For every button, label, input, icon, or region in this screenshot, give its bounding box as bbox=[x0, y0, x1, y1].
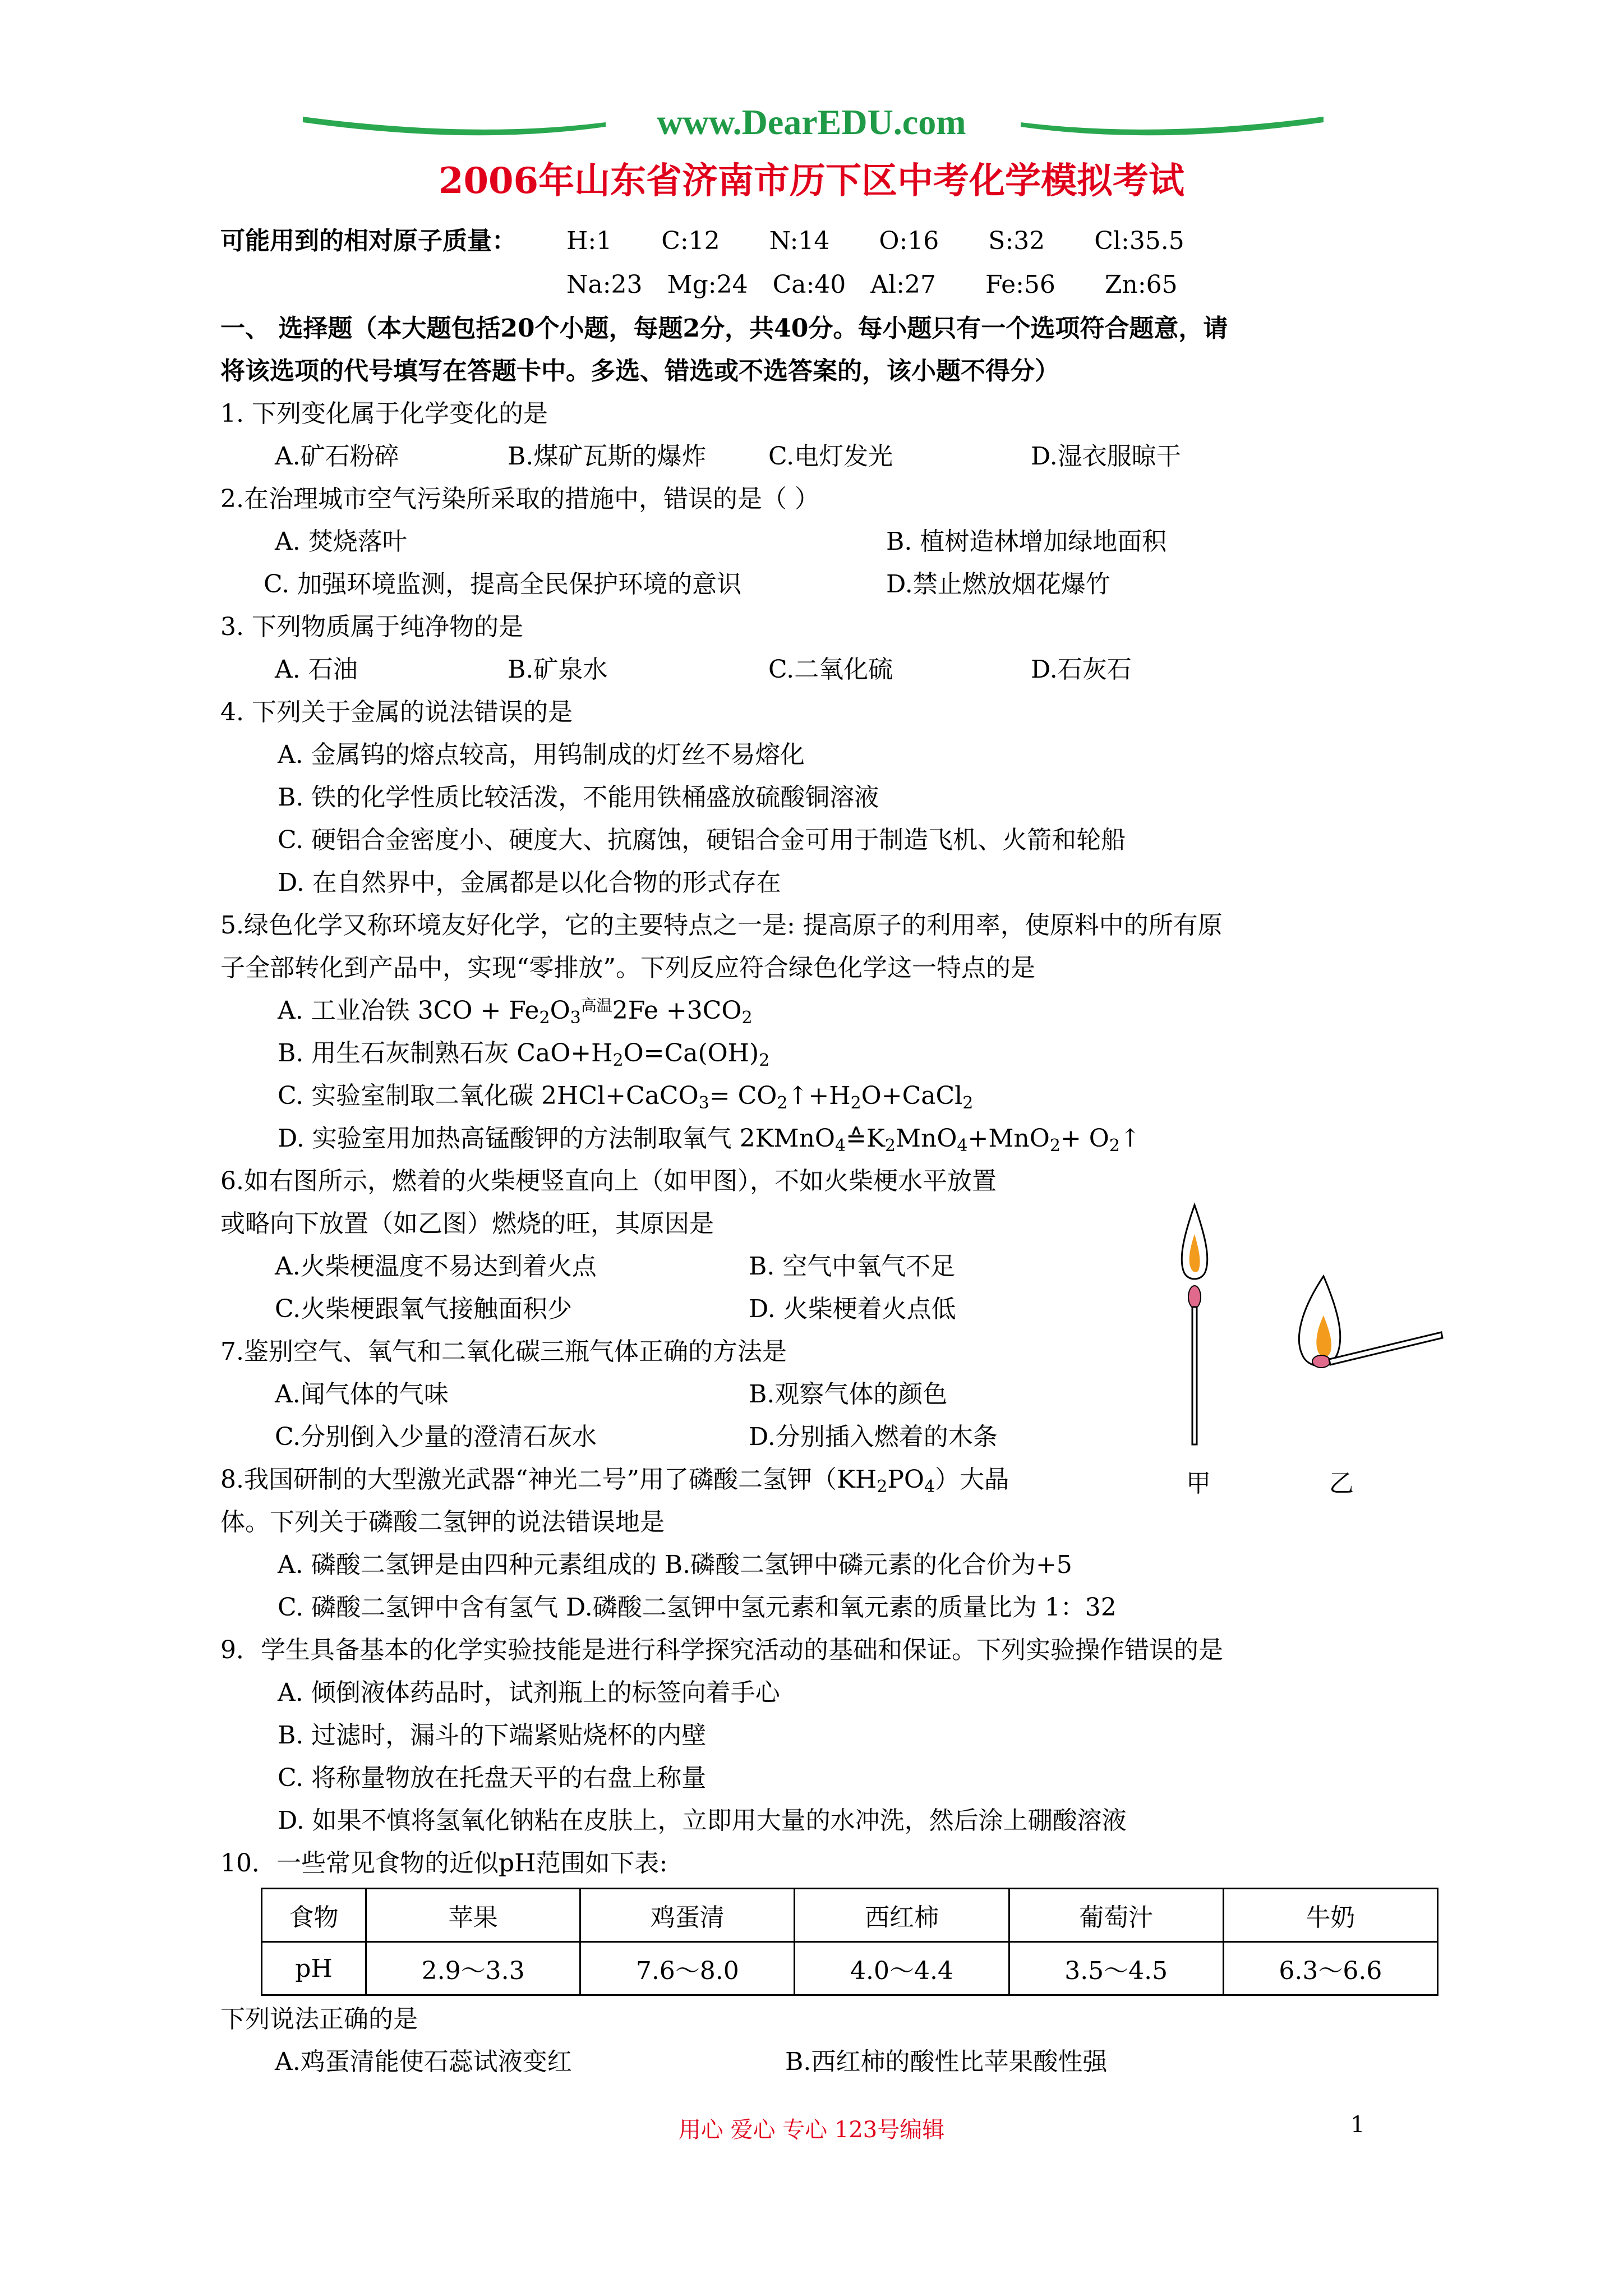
atomic-masses-row1: H:1 C:12 N:14 O:16 S:32 Cl:35.5 bbox=[566, 227, 1184, 255]
figure-caption-yi: 乙 bbox=[1329, 1469, 1354, 1498]
site-banner-text: www.DearEDU.com bbox=[657, 102, 966, 142]
q5-option-d: D. 实验室用加热高锰酸钾的方法制取氧气 $2KMnO_4≙K_2MnO_4+MnO_2+$ $O_2↑$ bbox=[278, 1124, 1141, 1156]
q2-option-b: B. 植树造林增加绿地面积 bbox=[886, 527, 1167, 556]
atomic-masses-label: 可能用到的相对原子质量： bbox=[220, 227, 517, 255]
q3-option-a: A. 石油 bbox=[275, 655, 358, 684]
q5-option-b: B. 用生石灰制熟石灰 $CaO+H_2O=Ca(OH)_2$ bbox=[278, 1039, 770, 1070]
atomic-masses-row2: Na:23 Mg:24 Ca:40 Al:27 Fe:56 Zn:65 bbox=[566, 270, 1178, 299]
q6-option-a: A.火柴梗温度不易达到着火点 bbox=[275, 1252, 597, 1281]
q9-option-a: A. 倾倒液体药品时，试剂瓶上的标签向着手心 bbox=[278, 1678, 780, 1707]
q10-option-a: A.鸡蛋清能使石蕊试液变红 bbox=[275, 2047, 572, 2076]
q1-option-b: B.煤矿瓦斯的爆炸 bbox=[508, 442, 707, 471]
q4-option-a: A. 金属钨的熔点较高，用钨制成的灯丝不易熔化 bbox=[278, 740, 805, 769]
q4-option-d: D. 在自然界中，金属都是以化合物的形式存在 bbox=[278, 868, 781, 897]
q8-options-cd: C. 磷酸二氢钾中含有氢气 D.磷酸二氢钾中氢元素和氧元素的质量比为 1：32 bbox=[278, 1593, 1117, 1622]
table-cell: 西红柿 bbox=[795, 1889, 1009, 1942]
q5-option-a: A. 工业冶铁 $3CO + Fe_2O_3^{高温}2Fe +3CO_2$ bbox=[278, 996, 753, 1028]
q5-stem-line1: 5.绿色化学又称环境友好化学，它的主要特点之一是: 提高原子的利用率，使原料中的所有原 bbox=[220, 911, 1223, 940]
q5-option-c: C. 实验室制取二氧化碳 2HCl+CaCO$_3$= $CO_2↑+H_2O+CaCl_2$ bbox=[278, 1082, 974, 1113]
q2-option-c: C. 加强环境监测，提高全民保护环境的意识 bbox=[264, 570, 742, 599]
page-footer: 用心 爱心 专心 123号编辑 bbox=[678, 2117, 945, 2143]
q6-option-c: C.火柴梗跟氧气接触面积少 bbox=[275, 1295, 573, 1323]
table-cell: 葡萄汁 bbox=[1009, 1889, 1223, 1942]
ph-table-value-row bbox=[262, 1942, 1438, 1995]
q3-option-d: D.石灰石 bbox=[1031, 655, 1132, 684]
q2-stem: 2.在治理城市空气污染所采取的措施中，错误的是（ ） bbox=[220, 485, 819, 513]
q7-option-b: B.观察气体的颜色 bbox=[749, 1380, 948, 1409]
q9-stem: 9．学生具备基本的化学实验技能是进行科学探究活动的基础和保证。下列实验操作错误的是 bbox=[220, 1636, 1223, 1664]
q4-option-b: B. 铁的化学性质比较活泼，不能用铁桶盛放硫酸铜溶液 bbox=[278, 783, 879, 812]
q8-options-ab: A. 磷酸二氢钾是由四种元素组成的 B.磷酸二氢钾中磷元素的化合价为+5 bbox=[278, 1550, 1072, 1579]
q4-stem: 4. 下列关于金属的说法错误的是 bbox=[220, 698, 573, 726]
q10-after-table: 下列说法正确的是 bbox=[220, 2005, 418, 2033]
match-horizontal-figure bbox=[1290, 1271, 1447, 1400]
table-cell: 3.5～4.5 bbox=[1009, 1942, 1223, 1995]
q10-stem: 10．一些常见食物的近似pH范围如下表: bbox=[220, 1849, 668, 1878]
q9-option-c: C. 将称量物放在托盘天平的右盘上称量 bbox=[278, 1764, 707, 1792]
table-cell: 食物 bbox=[262, 1889, 366, 1942]
q6-stem-line1: 6.如右图所示，燃着的火柴梗竖直向上（如甲图），不如火柴梗水平放置 bbox=[220, 1167, 997, 1195]
figure-caption-jia: 甲 bbox=[1186, 1469, 1211, 1498]
ph-table bbox=[261, 1888, 1438, 1996]
ph-table-header-row bbox=[262, 1889, 1438, 1942]
q2-option-a: A. 焚烧落叶 bbox=[275, 527, 407, 556]
q6-stem-line2: 或略向下放置（如乙图）燃烧的旺，其原因是 bbox=[220, 1209, 714, 1238]
q8-stem-line2: 体。下列关于磷酸二氢钾的说法错误地是 bbox=[220, 1508, 665, 1536]
q7-option-d: D.分别插入燃着的木条 bbox=[749, 1423, 998, 1451]
q9-option-d: D. 如果不慎将氢氧化钠粘在皮肤上，立即用大量的水冲洗，然后涂上硼酸溶液 bbox=[278, 1806, 1127, 1835]
q4-option-c: C. 硬铝合金密度小、硬度大、抗腐蚀，硬铝合金可用于制造飞机、火箭和轮船 bbox=[278, 826, 1126, 854]
q10-option-b: B.西红柿的酸性比苹果酸性强 bbox=[785, 2047, 1108, 2076]
table-cell: 鸡蛋清 bbox=[580, 1889, 795, 1942]
page-number: 1 bbox=[1350, 2112, 1365, 2138]
table-cell: 牛奶 bbox=[1223, 1889, 1437, 1942]
q1-option-a: A.矿石粉碎 bbox=[275, 442, 399, 471]
section-heading-line2: 将该选项的代号填写在答题卡中。多选、错选或不选答案的，该小题不得分） bbox=[220, 357, 1059, 385]
exam-title: 2006年山东省济南市历下区中考化学模拟考试 bbox=[438, 160, 1185, 202]
q3-stem: 3. 下列物质属于纯净物的是 bbox=[220, 613, 523, 641]
q9-option-b: B. 过滤时，漏斗的下端紧贴烧杯的内壁 bbox=[278, 1721, 707, 1750]
q7-stem: 7.鉴别空气、氧气和二氧化碳三瓶气体正确的方法是 bbox=[220, 1337, 787, 1366]
q2-option-d: D.禁止燃放烟花爆竹 bbox=[886, 570, 1110, 599]
table-cell: 4.0～4.4 bbox=[795, 1942, 1009, 1995]
q8-stem-line1: 8.我国研制的大型激光武器“神光二号”用了磷酸二氢钾$(KH_2PO_4)$大晶 bbox=[220, 1465, 1009, 1497]
q7-option-c: C.分别倒入少量的澄清石灰水 bbox=[275, 1423, 597, 1451]
q1-option-d: D.湿衣服晾干 bbox=[1031, 442, 1181, 471]
q7-option-a: A.闻气体的气味 bbox=[275, 1380, 449, 1409]
match-upright-figure bbox=[1172, 1200, 1217, 1447]
q6-option-d: D. 火柴梗着火点低 bbox=[749, 1295, 956, 1323]
q5-stem-line2: 子全部转化到产品中，实现“零排放”。下列反应符合绿色化学这一特点的是 bbox=[220, 954, 1035, 982]
table-cell: 6.3～6.6 bbox=[1223, 1942, 1437, 1995]
table-cell: pH bbox=[262, 1942, 366, 1995]
q3-option-c: C.二氧化硫 bbox=[768, 655, 893, 684]
q6-option-b: B. 空气中氧气不足 bbox=[749, 1252, 956, 1281]
section-heading-line1: 一、 选择题（本大题包括20个小题，每题2分，共40分。每小题只有一个选项符合题意，请 bbox=[220, 314, 1228, 343]
q1-stem: 1. 下列变化属于化学变化的是 bbox=[220, 399, 548, 428]
table-cell: 7.6～8.0 bbox=[580, 1942, 795, 1995]
q1-option-c: C.电灯发光 bbox=[768, 442, 893, 471]
q3-option-b: B.矿泉水 bbox=[508, 655, 608, 684]
table-cell: 苹果 bbox=[366, 1889, 580, 1942]
table-cell: 2.9～3.3 bbox=[366, 1942, 580, 1995]
